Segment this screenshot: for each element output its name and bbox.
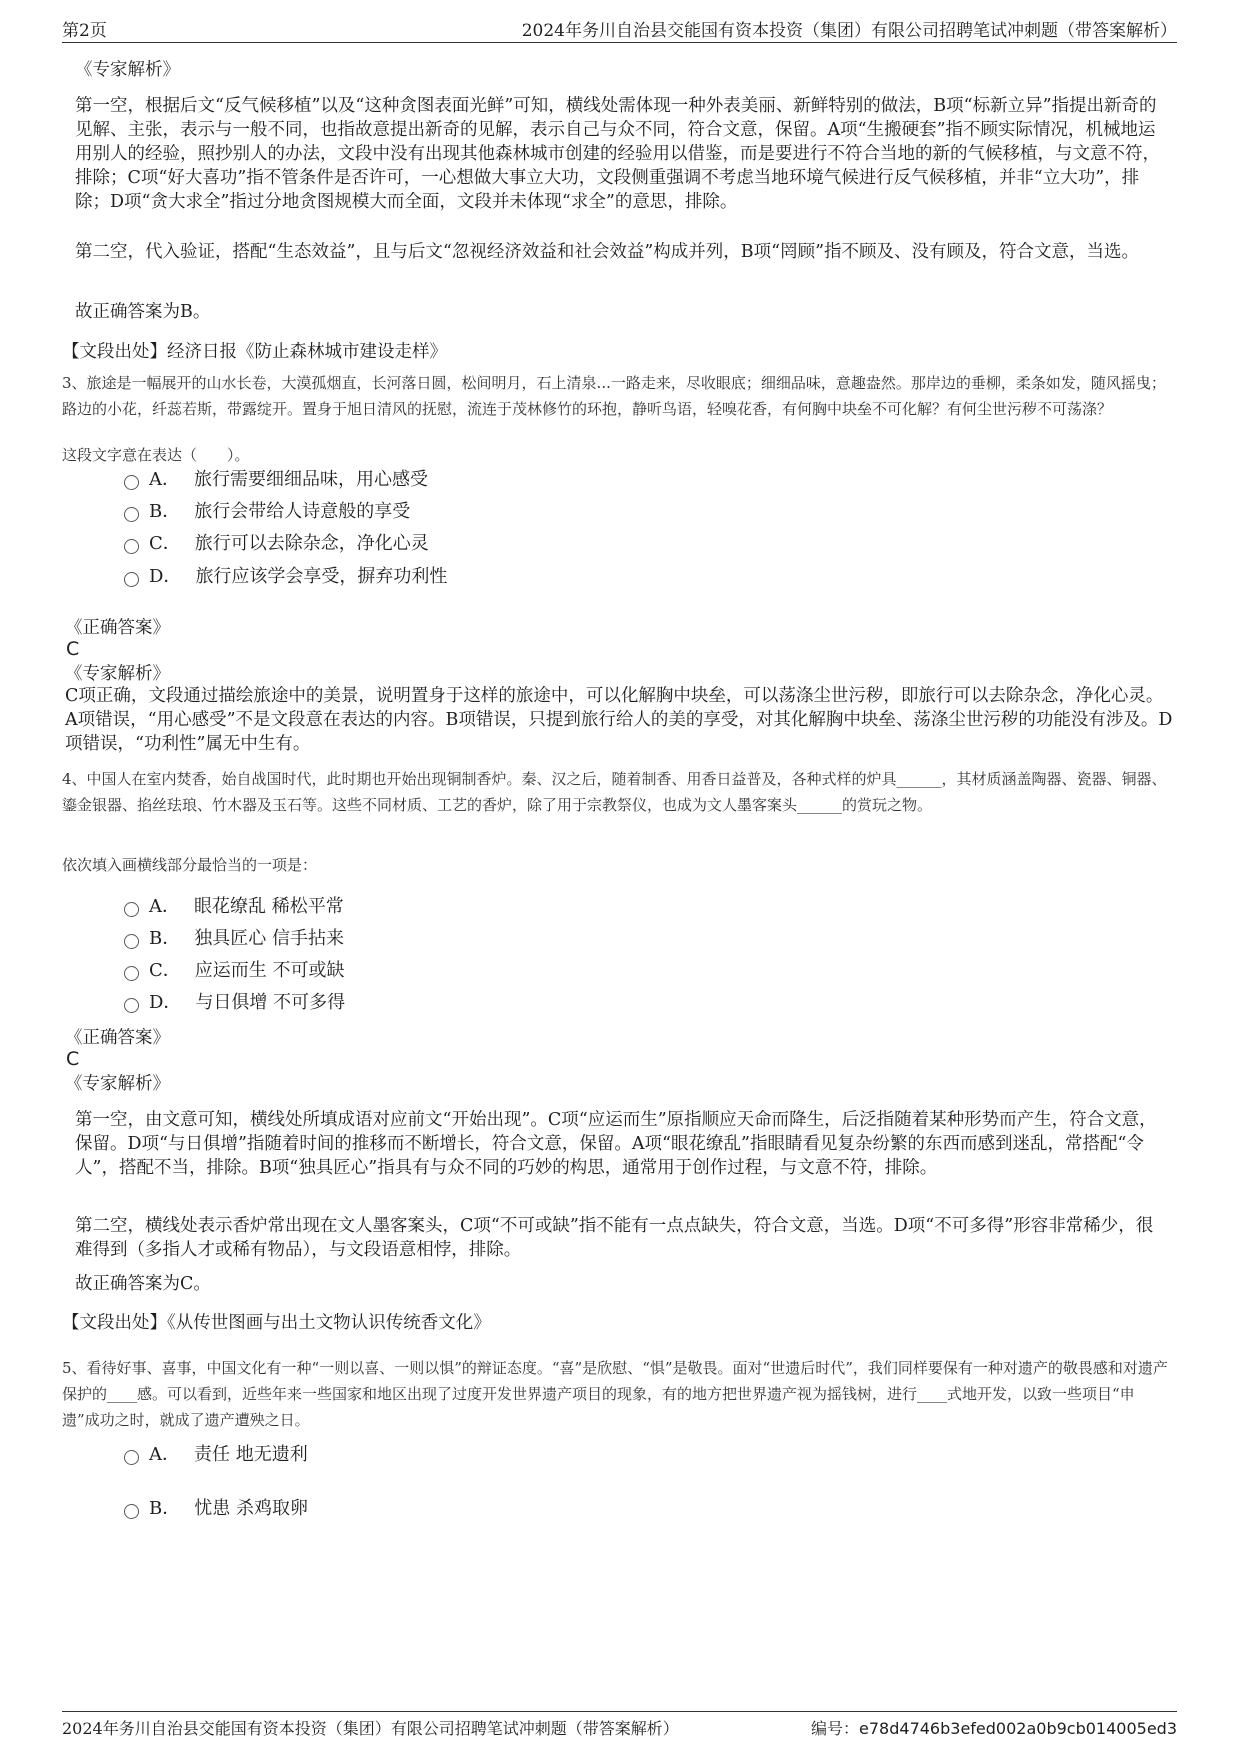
- q3-stem: 3、旅途是一幅展开的山水长卷，大漠孤烟直，长河落日圆，松间明月，石上清泉...一路走来，尽收眼底；细细品味，意趣盎然。那岸边的垂柳，柔条如发，随风摇曳；路边的小花，纤蕊若斯，带露绽开。置身于旭日清风的抚慰，流连于茂林修竹的环抱，静听鸟语，轻嗅花香，有何胸中块垒不可化解？有何尘世污秽不可荡涤？: [62, 374, 1166, 418]
- header-title: 2024年务川自治县交能国有资本投资（集团）有限公司招聘笔试冲刺题（带答案解析）: [521, 21, 1177, 41]
- footer-title: 2024年务川自治县交能国有资本投资（集团）有限公司招聘笔试冲刺题（带答案解析）: [62, 1719, 679, 1738]
- q4-option-b[interactable]: B． 独具匠心 信手拈来: [124, 927, 344, 951]
- q3-question: 这段文字意在表达（ ）。: [62, 446, 250, 464]
- q4-stem: 4、中国人在室内焚香，始自战国时代，此时期也开始出现铜制香炉。秦、汉之后，随着制香、用香日益普及，各种式样的炉具______，其材质涵盖陶器、瓷器、铜器、鎏金银器、掐丝珐琅、竹木器及玉石等。这些不同材质、工艺的香炉，除了用于宗教祭仪，也成为文人墨客案头______的赏玩之物。: [62, 770, 1167, 814]
- q4-answer-label: 《正确答案》: [65, 1028, 170, 1048]
- q4-option-c[interactable]: C． 应运而生 不可或缺: [124, 959, 345, 983]
- q5-option-b[interactable]: B． 忧患 杀鸡取卵: [124, 1497, 308, 1521]
- radio-icon[interactable]: [124, 539, 139, 554]
- radio-icon[interactable]: [124, 934, 139, 949]
- radio-icon[interactable]: [124, 902, 139, 917]
- page-number: 第2页: [62, 21, 107, 41]
- radio-icon[interactable]: [124, 1450, 139, 1465]
- q4-source: 【文段出处】《从传世图画与出土文物认识传统香文化》: [62, 1313, 491, 1333]
- q3-expert-label: 《专家解析》: [65, 664, 170, 684]
- q4-option-a[interactable]: A． 眼花缭乱 稀松平常: [124, 895, 344, 919]
- page-footer: [62, 1711, 1177, 1738]
- q2-source: 【文段出处】经济日报《防止森林城市建设走样》: [62, 342, 447, 362]
- q5-stem: 5、看待好事、喜事，中国文化有一种“一则以喜、一则以惧”的辩证态度。“喜”是欣慰、“惧”是敬畏。面对“世遗后时代”，我们同样要保有一种对遗产的敬畏感和对遗产保护的____感。可以看到，近些年来一些国家和地区出现了过度开发世界遗产项目的现象，有的地方把世界遗产视为摇钱树，进行____式地开发，以致一些项目“申遗”成功之时，就成了遗产遭殃之日。: [62, 1359, 1168, 1429]
- radio-icon[interactable]: [124, 998, 139, 1013]
- q4-conclusion: 故正确答案为C。: [75, 1274, 211, 1294]
- q4-analysis-para2: 第二空，横线处表示香炉常出现在文人墨客案头，C项“不可或缺”指不能有一点点缺失，符合文意，当选。D项“不可多得”形容非常稀少，很难得到（多指人才或稀有物品），与文段语意相悖，排除。: [75, 1216, 1154, 1260]
- radio-icon[interactable]: [124, 572, 139, 587]
- radio-icon[interactable]: [124, 475, 139, 490]
- radio-icon[interactable]: [124, 966, 139, 981]
- q2-analysis-para2: 第二空，代入验证，搭配“生态效益”，且与后文“忽视经济效益和社会效益”构成并列，B项“罔顾”指不顾及、没有顾及，符合文意，当选。: [75, 242, 1140, 262]
- q4-question: 依次填入画横线部分最恰当的一项是：: [62, 856, 318, 874]
- q5-option-a[interactable]: A． 责任 地无遗利: [124, 1443, 308, 1467]
- footer-code: 编号：e78d4746b3efed002a0b9cb014005ed3: [811, 1719, 1177, 1738]
- q3-analysis: C项正确，文段通过描绘旅途中的美景，说明置身于这样的旅途中，可以化解胸中块垒，可以荡涤尘世污秽，即旅行可以去除杂念，净化心灵。A项错误，“用心感受”不是文段意在表达的内容。B项错误，只提到旅行给人的美的享受，对其化解胸中块垒、荡涤尘世污秽的功能没有涉及。D项错误，“功利性”属无中生有。: [65, 686, 1173, 754]
- q3-option-c[interactable]: C． 旅行可以去除杂念，净化心灵: [124, 532, 429, 556]
- radio-icon[interactable]: [124, 507, 139, 522]
- q3-answer-label: 《正确答案》: [65, 618, 170, 638]
- radio-icon[interactable]: [124, 1504, 139, 1519]
- q4-analysis-para1: 第一空，由文意可知，横线处所填成语对应前文“开始出现”。C项“应运而生”原指顺应天命而降生，后泛指随着某种形势而产生，符合文意，保留。D项“与日俱增”指随着时间的推移而不断增长，符合文意，保留。A项“眼花缭乱”指眼睛看见复杂纷繁的东西而感到迷乱，常搭配“令人”，搭配不当，排除。B项“独具匠心”指具有与众不同的巧妙的构思，通常用于创作过程，与文意不符，排除。: [75, 1110, 1157, 1178]
- page-header: [62, 14, 1177, 43]
- q2-analysis-para1: 第一空，根据后文“反气候移植”以及“这种贪图表面光鲜”可知，横线处需体现一种外表美丽、新鲜特别的做法，B项“标新立异”指提出新奇的见解、主张，表示与一般不同，也指故意提出新奇的见解，表示自己与众不同，符合文意，保留。A项“生搬硬套”指不顾实际情况，机械地运用别人的经验，照抄别人的办法，文段中没有出现其他森林城市创建的经验用以借鉴，而是要进行不符合当地的新的气候移植，与文意不符，排除；C项“好大喜功”指不管条件是否许可，一心想做大事立大功，文段侧重强调不考虑当地环境气候进行反气候移植，并非“立大功”，排除；D项“贪大求全”指过分地贪图规模大而全面，文段并未体现“求全”的意思，排除。: [75, 96, 1160, 212]
- q3-option-d[interactable]: D． 旅行应该学会享受，摒弃功利性: [124, 565, 447, 589]
- q3-option-a[interactable]: A． 旅行需要细细品味，用心感受: [124, 468, 428, 492]
- q3-option-b[interactable]: B． 旅行会带给人诗意般的享受: [124, 500, 410, 524]
- q4-expert-label: 《专家解析》: [65, 1074, 170, 1094]
- q2-expert-label: 《专家解析》: [75, 60, 180, 80]
- q4-option-d[interactable]: D． 与日俱增 不可多得: [124, 991, 345, 1015]
- q3-answer: C: [66, 638, 80, 660]
- q2-conclusion: 故正确答案为B。: [75, 302, 211, 322]
- q4-answer: C: [66, 1048, 80, 1070]
